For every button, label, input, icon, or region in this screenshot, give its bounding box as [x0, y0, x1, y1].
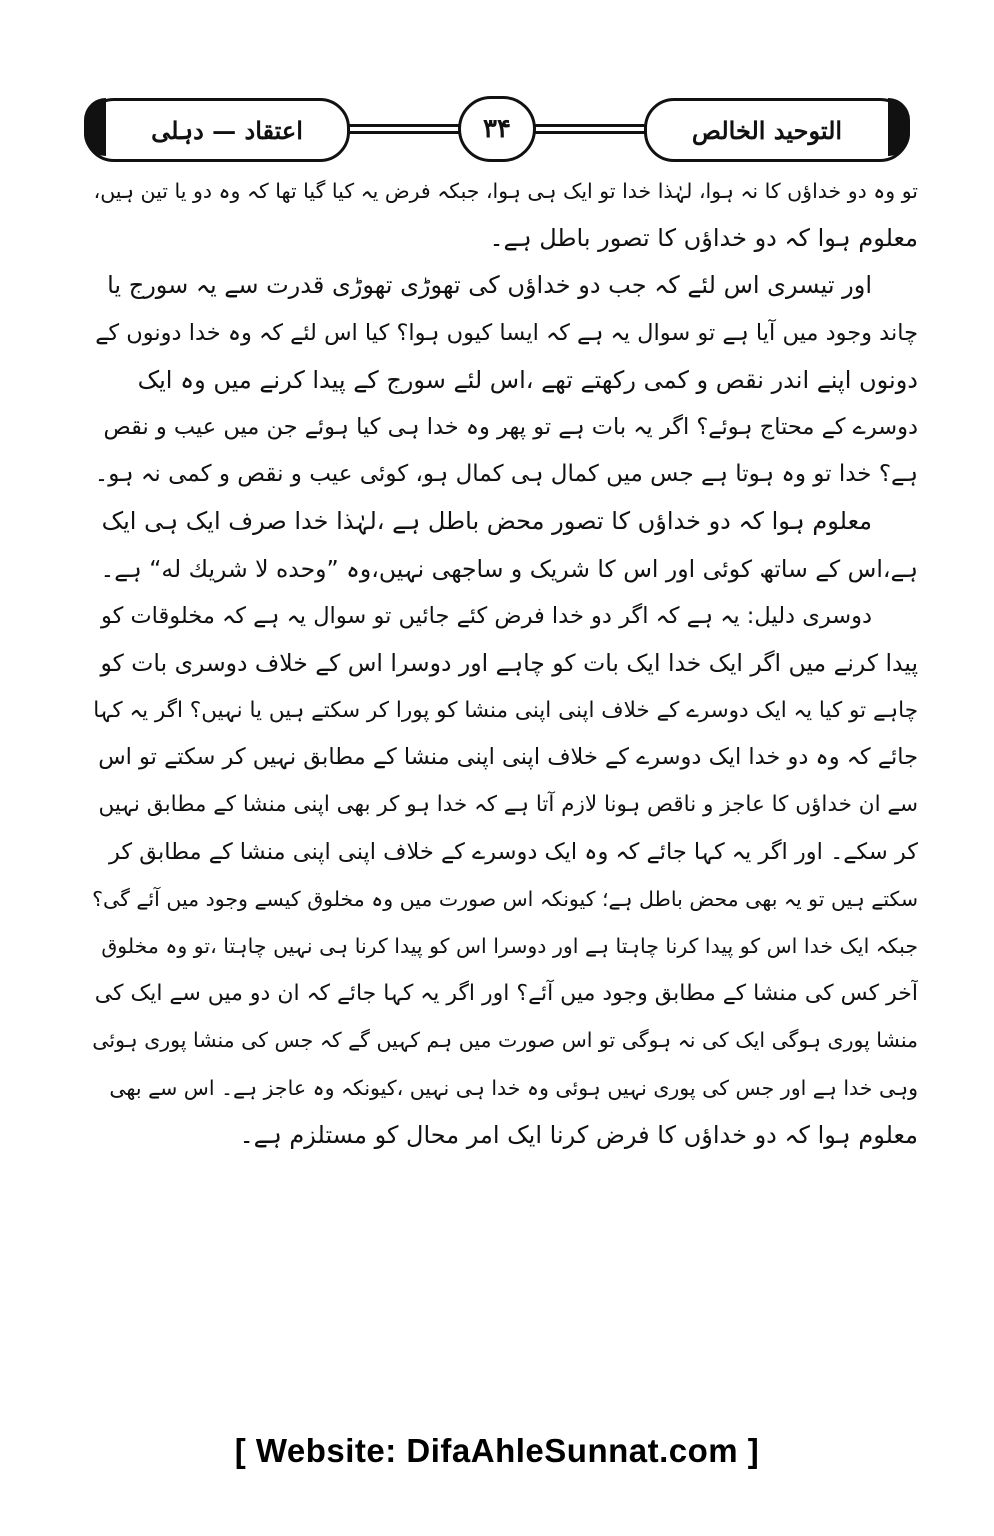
text-line: معلوم ہوا کہ دو خداؤں کا فرض کرنا ایک امر محال کو مستلزم ہے۔ [239, 1120, 918, 1149]
frame-cap [888, 98, 910, 156]
text-line: چاند وجود میں آیا ہے تو سوال یہ ہے کہ ایسا کیوں ہوا؟ کیا اس لئے کہ وہ خدا دونوں کے [95, 319, 918, 346]
text-line: ہے،اس کے ساتھ کوئی اور اس کا شریک و ساجھی نہیں،وہ ”وحده لا شريك له“ ہے۔ [100, 554, 918, 583]
website-footer: [ Website: DifaAhleSunnat.com ] [234, 1432, 760, 1469]
text-line: پیدا کرنے میں اگر ایک خدا ایک بات کو چاہے اور دوسرا اس کے خلاف دوسری بات کو [100, 648, 918, 677]
text-line: تو وہ دو خداؤں کا نہ ہوا، لہٰذا خدا تو ایک ہی ہوا، جبکہ فرض یہ کیا گیا تھا کہ وہ دو یا تین ہیں، [93, 179, 918, 203]
text-line: جبکہ ایک خدا اس کو پیدا کرنا چاہتا ہے اور دوسرا اس کو پیدا کرنا ہی نہیں چاہتا ،تو وہ مخلوق [101, 934, 918, 958]
text-line: جائے کہ وہ دو خدا ایک دوسرے کے خلاف اپنی اپنی منشا کے مطابق نہیں کر سکتے تو اس [98, 744, 918, 771]
text-line: کر سکے۔ اور اگر یہ کہا جائے کہ وہ ایک دوسرے کے خلاف اپنی اپنی منشا کے مطابق کر [108, 838, 918, 865]
section-title: اعتقاد — دہلی [151, 115, 303, 145]
text-line: ہے؟ خدا تو وہ ہوتا ہے جس میں کمال ہی کمال ہو، کوئی عیب و نقص و کمی نہ ہو۔ [94, 461, 918, 488]
text-line: سکتے ہیں تو یہ بھی محض باطل ہے؛ کیونکہ اس صورت میں وہ مخلوق کیسے وجود میں آئے گی؟ [92, 886, 918, 911]
page-header [84, 96, 910, 162]
section-title-frame [84, 98, 350, 162]
text-line: منشا پوری ہوگی ایک کی نہ ہوگی تو اس صورت میں ہم کہیں گے کہ جس کی منشا پوری ہوئی [92, 1028, 918, 1053]
book-title-frame [644, 98, 910, 162]
book-title: التوحید الخالص [691, 115, 843, 145]
text-line: دونوں اپنے اندر نقص و کمی رکھتے تھے ،اس لئے سورج کے پیدا کرنے میں وہ ایک [137, 365, 918, 394]
text-line: سے ان خداؤں کا عاجز و ناقص ہونا لازم آتا ہے کہ خدا ہو کر بھی اپنی منشا کے مطابق نہیں [98, 792, 918, 818]
text-line: آخر کس کی منشا کے مطابق وجود میں آئے؟ اور اگر یہ کہا جائے کہ ان دو میں سے ایک کی [94, 981, 918, 1007]
body-text [92, 168, 918, 1159]
text-line: اور تیسری اس لئے کہ جب دو خداؤں کی تھوڑی تھوڑی قدرت سے یہ سورج یا [107, 271, 872, 300]
text-line: معلوم ہوا کہ دو خداؤں کا تصور محض باطل ہے ،لہٰذا خدا صرف ایک ہی ایک [101, 507, 872, 536]
frame-cap [84, 98, 106, 156]
page-number: ۳۴ [458, 96, 536, 162]
text-line: دوسری دلیل: یہ ہے کہ اگر دو خدا فرض کئے جائیں تو سوال یہ ہے کہ مخلوقات کو [100, 602, 872, 629]
text-line: وہی خدا ہے اور جس کی پوری نہیں ہوئی وہ خدا ہی نہیں ،کیونکہ وہ عاجز ہے۔ اس سے بھی [109, 1075, 918, 1100]
text-line: دوسرے کے محتاج ہوئے؟ اگر یہ بات ہے تو پھر وہ خدا ہی کیا ہوئے جن میں عیب و نقص [103, 413, 918, 440]
text-line: چاہے تو کیا یہ ایک دوسرے کے خلاف اپنی اپنی منشا کو پورا کر سکتے ہیں یا نہیں؟ اگر یہ کہا [93, 698, 918, 724]
text-line: معلوم ہوا کہ دو خداؤں کا تصور باطل ہے۔ [489, 224, 918, 253]
